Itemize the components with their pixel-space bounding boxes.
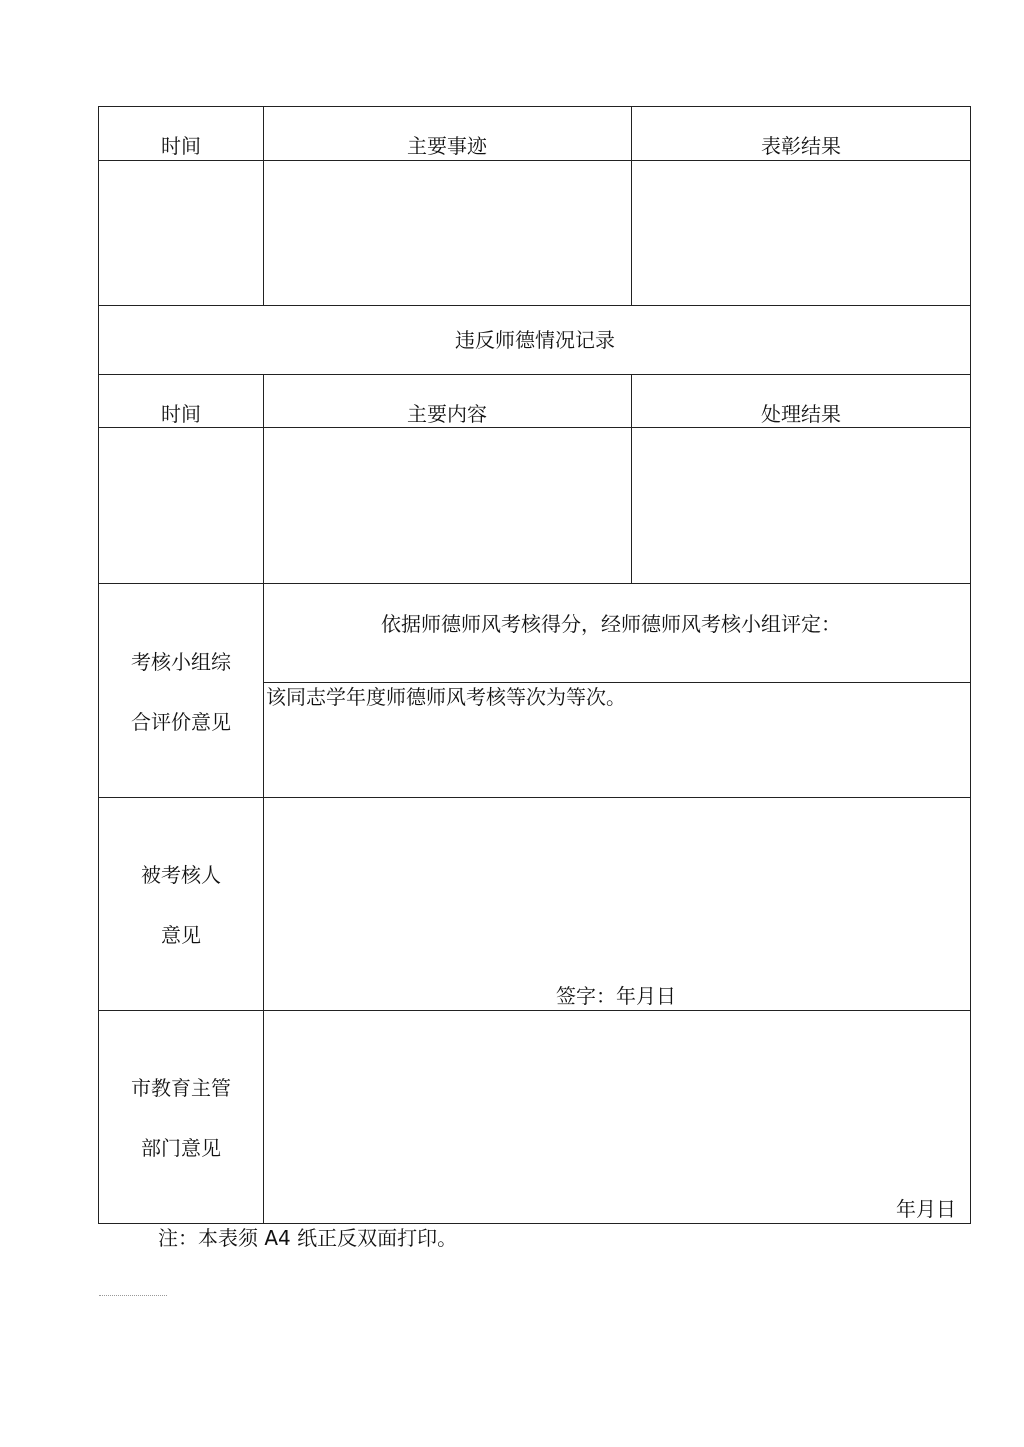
table-left-border: [98, 106, 99, 1224]
violation-section-title: 违反师德情况记录: [455, 328, 615, 352]
assessee-opinion-label-line2: 意见: [161, 923, 201, 947]
honor-column-divider-2: [631, 106, 632, 306]
department-opinion-date: 年月日: [896, 1197, 956, 1221]
violation-column-divider-1: [263, 374, 264, 1224]
violation-header-divider: [98, 427, 971, 428]
group-opinion-bottom: [98, 797, 971, 798]
violation-section-bottom: [98, 583, 971, 584]
honor-column-divider-1: [263, 106, 264, 306]
assessee-opinion-bottom: [98, 1010, 971, 1011]
violation-title-bottom: [98, 374, 971, 375]
violation-time-header: 时间: [161, 402, 201, 426]
print-note: 注：本表须 A4 纸正反双面打印。: [158, 1226, 458, 1250]
honor-header-divider: [98, 160, 971, 161]
violation-column-divider-2: [631, 374, 632, 584]
group-opinion-label-line2: 合评价意见: [131, 710, 231, 734]
table-right-border: [970, 106, 971, 1224]
group-opinion-inner-divider: [263, 682, 971, 683]
group-opinion-statement: 依据师德师风考核得分，经师德师风考核小组评定：: [381, 612, 841, 636]
honor-section-bottom: [98, 305, 971, 306]
honor-result-header: 表彰结果: [761, 134, 841, 158]
violation-content-header: 主要内容: [407, 402, 487, 426]
honor-deeds-header: 主要事迹: [407, 134, 487, 158]
table-bottom-border: [98, 1223, 971, 1224]
assessee-signature-date: 签字：年月日: [556, 984, 676, 1008]
table-top-border: [98, 106, 971, 107]
group-opinion-grade-text: 该同志学年度师德师风考核等次为等次。: [266, 685, 626, 709]
assessee-opinion-label-line1: 被考核人: [141, 863, 221, 887]
violation-result-header: 处理结果: [761, 402, 841, 426]
group-opinion-label-line1: 考核小组综: [131, 650, 231, 674]
department-opinion-label-line2: 部门意见: [141, 1136, 221, 1160]
department-opinion-label-line1: 市教育主管: [131, 1076, 231, 1100]
page-dotted-mark: [99, 1295, 167, 1297]
honor-time-header: 时间: [161, 134, 201, 158]
